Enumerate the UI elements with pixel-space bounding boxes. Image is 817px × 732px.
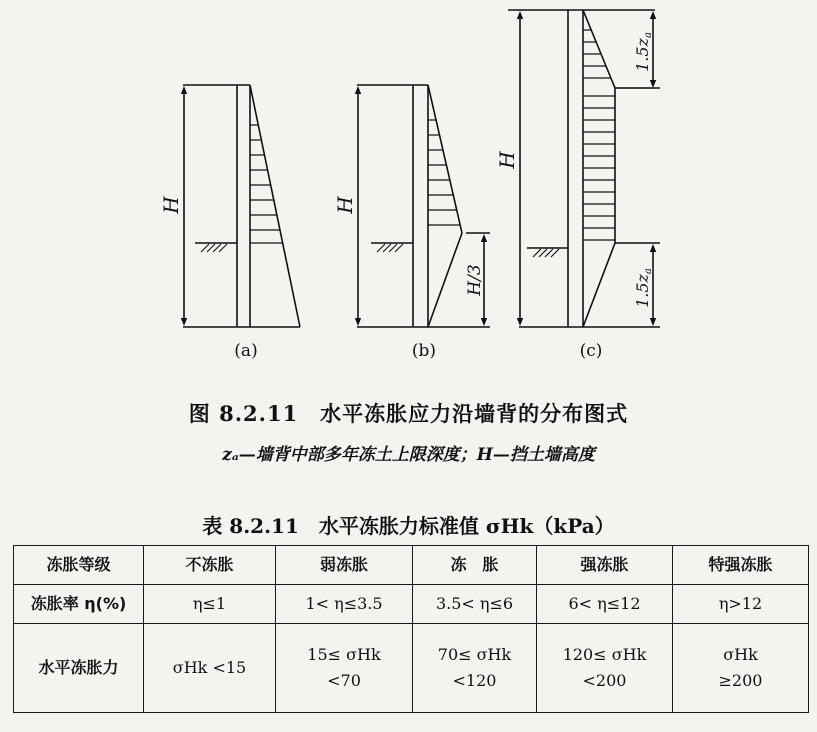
- stress-hatching-a: [250, 125, 282, 243]
- header-cell: 不冻胀: [144, 546, 276, 585]
- header-cell: 特强冻胀: [673, 546, 809, 585]
- cell-line: σHk: [723, 645, 758, 664]
- cell-line: ≥200: [718, 671, 763, 690]
- label-H3: H/3: [465, 264, 485, 296]
- figure-subcaption: zₐ—墙背中部多年冻土上限深度；H—挡土墙高度: [222, 445, 595, 465]
- table-cell: [537, 624, 673, 713]
- table-cell: η>12: [673, 585, 809, 624]
- table-row-force: [14, 624, 809, 713]
- panel-label-c: (c): [579, 341, 603, 361]
- table-cell: [413, 624, 537, 713]
- cell-line: σHk <15: [172, 658, 247, 677]
- row-label-force: 水平冻胀力: [14, 624, 144, 713]
- cell-line: 70≤ σHk: [437, 645, 512, 664]
- label-15za-top: 1.5za: [633, 32, 654, 72]
- cell-line: <70: [327, 671, 361, 690]
- panel-label-b: (b): [411, 341, 437, 361]
- header-cell: 冻 胀: [413, 546, 537, 585]
- label-H-c: H: [495, 151, 519, 169]
- label-H-a: H: [159, 196, 183, 214]
- table-cell: 1< η≤3.5: [276, 585, 413, 624]
- label-H-b: H: [333, 196, 357, 214]
- header-cell: 强冻胀: [537, 546, 673, 585]
- header-cell: 冻胀等级: [14, 546, 144, 585]
- table-cell: [673, 624, 809, 713]
- cell-line: 15≤ σHk: [307, 645, 381, 664]
- stress-hatching-c: [583, 30, 615, 240]
- table-row-rate: [14, 585, 809, 624]
- stress-hatching-b: [428, 120, 460, 225]
- cell-line: <200: [582, 671, 627, 690]
- table-cell: [144, 624, 276, 713]
- diagram-panel-a: [183, 85, 300, 327]
- table-cell: 3.5< η≤6: [413, 585, 537, 624]
- header-cell: 弱冻胀: [276, 546, 413, 585]
- frost-heave-table: [13, 545, 809, 713]
- table-cell: 6< η≤12: [537, 585, 673, 624]
- table-header-row: [14, 546, 809, 585]
- table-cell: [276, 624, 413, 713]
- label-15za-bottom: 1.5za: [633, 268, 654, 308]
- cell-line: <120: [452, 671, 497, 690]
- figure-caption: 图 8.2.11 水平冻胀应力沿墙背的分布图式: [188, 401, 629, 426]
- table-cell: η≤1: [144, 585, 276, 624]
- panel-label-a: (a): [234, 341, 258, 361]
- cell-line: 120≤ σHk: [562, 645, 647, 664]
- row-label-rate: 冻胀率 η(%): [14, 585, 144, 624]
- table-caption: 表 8.2.11 水平冻胀力标准值 σHk（kPa）: [202, 514, 615, 538]
